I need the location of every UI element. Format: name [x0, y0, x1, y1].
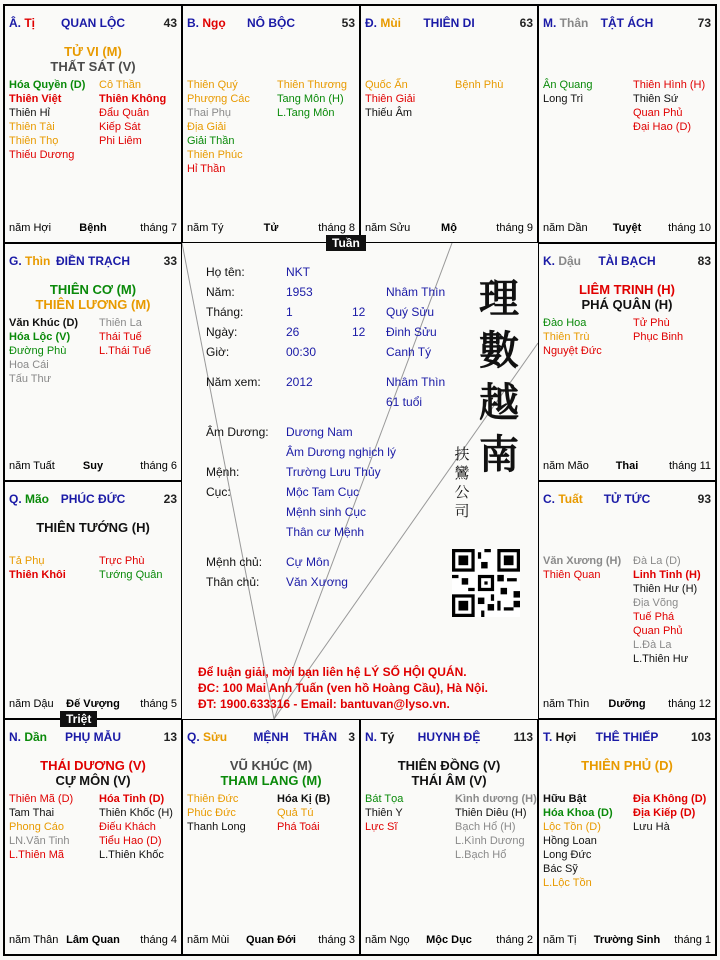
- branch-label: Đ. Mùi: [365, 16, 402, 30]
- minor-star: Lưu Hà: [633, 821, 670, 833]
- minor-star: Quan Phủ: [633, 625, 683, 637]
- branch-label: G. Thìn: [9, 254, 51, 268]
- minor-star: Thiên Thương: [277, 79, 348, 91]
- minor-star: Bệnh Phù: [455, 79, 504, 91]
- minor-stars-left: [543, 792, 613, 890]
- month-label: tháng 7: [140, 222, 177, 234]
- year-label: năm Tý: [187, 222, 224, 234]
- cell-phuc-duc: [4, 481, 182, 719]
- main-star: THIÊN PHỦ (D): [581, 758, 673, 773]
- minor-stars-right: [277, 792, 330, 834]
- year-label: năm Mùi: [187, 934, 230, 946]
- minor-star: L.Thiên Hư: [633, 653, 689, 665]
- amduong-value2: Âm Dương nghịch lý: [286, 445, 396, 459]
- branch-label: B. Ngọ: [187, 16, 226, 30]
- main-star: THIÊN CƠ (M): [49, 282, 137, 297]
- minor-stars-left: [543, 78, 593, 106]
- minor-star: Điếu Khách: [99, 821, 156, 833]
- minor-star: LN.Văn Tinh: [9, 835, 70, 847]
- minor-star: Phượng Các: [187, 93, 250, 105]
- palace-header: [543, 730, 711, 746]
- menh-label: Mệnh:: [206, 465, 240, 479]
- contact-line-3: ĐT: 1900.633316 - Email: bantuvan@lyso.vn.: [198, 697, 450, 711]
- branch-label: N. Tý: [365, 730, 395, 744]
- palace-number: 103: [690, 730, 711, 744]
- year-label: năm Dậu: [9, 698, 54, 710]
- main-star: THẤT SÁT (V): [50, 59, 136, 74]
- namxem-value: 2012: [286, 375, 313, 389]
- minor-stars-left: [543, 316, 602, 358]
- palace-name: TÀI BẠCH: [598, 254, 656, 268]
- minor-star: Thiên Khôi: [9, 569, 66, 581]
- menhchu-label: Mệnh chủ:: [206, 555, 263, 569]
- minor-star: L.Thiên Mã: [9, 849, 65, 861]
- main-star: THIÊN ĐỒNG (V): [397, 758, 501, 773]
- minor-star: Cô Thần: [99, 79, 141, 91]
- life-stage: Đế Vượng: [66, 698, 120, 710]
- main-stars: [539, 758, 715, 773]
- contact-line-2: ĐC: 100 Mai Anh Tuấn (ven hồ Hoàng Cầu), Hà Nội.: [198, 681, 489, 695]
- palace-footer: [543, 934, 711, 948]
- minor-star: Thai Phụ: [187, 107, 232, 119]
- branch-label: Â. Tị: [9, 16, 36, 30]
- palace-number: 73: [697, 16, 711, 30]
- palace-header: [9, 492, 177, 508]
- year-label: năm Dần: [543, 222, 588, 234]
- minor-star: Tử Phù: [633, 317, 670, 329]
- branch-label: Q. Sửu: [187, 730, 228, 744]
- year-label: năm Ngọ: [365, 934, 410, 946]
- life-stage: Tử: [263, 222, 279, 234]
- palace-footer: [543, 460, 711, 474]
- palace-footer: [9, 698, 177, 712]
- branch-label: K. Dậu: [543, 254, 582, 268]
- cell-menh: [182, 719, 360, 955]
- tuan-tag: Tuần: [326, 235, 366, 251]
- minor-star: Đường Phù: [9, 345, 67, 357]
- month-label: tháng 4: [140, 934, 177, 946]
- minor-stars-right: [633, 554, 701, 666]
- month-label: tháng 2: [496, 934, 533, 946]
- minor-star: Phá Toái: [277, 821, 320, 833]
- minor-star: Thái Tuế: [99, 331, 142, 343]
- nam-label: Năm:: [206, 285, 235, 299]
- cell-the-thiep: [538, 719, 716, 955]
- minor-star: Tấu Thư: [9, 373, 52, 385]
- minor-star: Thiếu Dương: [9, 149, 75, 161]
- month-label: tháng 5: [140, 698, 177, 710]
- main-stars: [5, 44, 181, 74]
- branch-label: T. Hợi: [543, 730, 577, 744]
- minor-star: Ân Quang: [543, 79, 593, 91]
- cell-tai-bach: [538, 243, 716, 481]
- main-stars: [361, 758, 537, 788]
- cell-tat-ach: [538, 5, 716, 243]
- palace-footer: [187, 934, 355, 948]
- month-label: tháng 11: [668, 460, 711, 472]
- minor-stars-left: [365, 792, 403, 834]
- life-stage: Quan Đới: [246, 934, 296, 946]
- life-stage: Thai: [615, 460, 639, 472]
- main-star: VŨ KHÚC (M): [229, 758, 313, 773]
- minor-star: Kiếp Sát: [99, 121, 141, 133]
- year-label: năm Thân: [9, 934, 59, 946]
- minor-stars-left: [187, 792, 246, 834]
- minor-star: L.Lộc Tồn: [543, 877, 592, 889]
- minor-star: Hỉ Thần: [187, 163, 226, 175]
- minor-star: Quốc Ấn: [365, 79, 408, 91]
- palace-header: [9, 730, 177, 746]
- minor-stars-right: [99, 78, 166, 148]
- main-stars: [183, 758, 359, 788]
- minor-star: Lộc Tồn (D): [543, 821, 601, 833]
- year-label: năm Tuất: [9, 460, 55, 472]
- palace-number: 63: [519, 16, 533, 30]
- minor-star: Địa Không (D): [633, 793, 707, 805]
- palace-name: HUYNH ĐỆ: [417, 730, 481, 744]
- minor-star: Thiên Quan: [543, 569, 601, 581]
- tuoi-value: 61 tuổi: [386, 395, 423, 409]
- main-stars: [5, 282, 181, 312]
- minor-stars-right: [99, 316, 151, 358]
- palace-name: TẬT ÁCH: [600, 16, 654, 30]
- branch-label: Q. Mão: [9, 492, 50, 506]
- life-stage: Lâm Quan: [66, 934, 120, 946]
- qr-code-icon[interactable]: [452, 549, 520, 617]
- minor-star: Bát Tọa: [365, 793, 404, 805]
- palace-name: ĐIỀN TRẠCH: [56, 254, 130, 268]
- minor-star: L.Tang Môn: [277, 107, 335, 119]
- palace-number: 93: [697, 492, 711, 506]
- cuc-value1: Mộc Tam Cục: [286, 485, 360, 499]
- horoscope-chart: [3, 4, 717, 956]
- nam-canchi: Nhâm Thìn: [386, 285, 446, 299]
- minor-star: Thiên Trù: [543, 331, 590, 343]
- minor-stars-right: [455, 792, 537, 862]
- minor-star: Phong Cáo: [9, 821, 65, 833]
- minor-star: Hoa Cái: [9, 359, 49, 371]
- branch-label: M. Thân: [543, 16, 589, 30]
- minor-star: Văn Xương (H): [543, 555, 622, 567]
- minor-star: Thiên Diêu (H): [455, 807, 527, 819]
- minor-stars-right: [277, 78, 347, 120]
- triet-tag: Triệt: [60, 711, 97, 727]
- minor-star: Tả Phụ: [9, 555, 45, 567]
- body-palace-label: THÂN: [303, 730, 337, 744]
- minor-star: Quan Phủ: [633, 107, 683, 119]
- minor-star: Thiên Quý: [187, 79, 238, 91]
- minor-star: Trực Phù: [99, 555, 145, 567]
- cuc-label: Cục:: [206, 485, 231, 499]
- branch-label: N. Dần: [9, 730, 48, 744]
- cell-quan-loc: [4, 5, 182, 243]
- minor-star: Thiên Đức: [187, 793, 239, 805]
- minor-star: Tiểu Hao (D): [99, 835, 162, 847]
- amduong-value1: Dương Nam: [286, 425, 353, 439]
- minor-star: Phục Binh: [633, 331, 684, 343]
- minor-star: Thiên Giải: [365, 93, 416, 105]
- palace-name: THÊ THIẾP: [595, 730, 659, 744]
- minor-stars-right: [99, 554, 163, 582]
- palace-number: 113: [513, 730, 533, 744]
- nam-value: 1953: [286, 285, 313, 299]
- minor-stars-right: [633, 792, 706, 834]
- minor-star: Thiên Mã (D): [9, 793, 74, 805]
- main-star: LIÊM TRINH (H): [578, 282, 676, 297]
- palace-number: 23: [163, 492, 177, 506]
- ngay-label: Ngày:: [206, 325, 238, 339]
- palace-header: [187, 730, 355, 746]
- main-star: THAM LANG (M): [220, 773, 322, 788]
- minor-star: Thiên Phúc: [187, 149, 243, 161]
- minor-star: Quả Tú: [277, 807, 314, 819]
- main-star: THIÊN LƯƠNG (M): [35, 297, 151, 312]
- main-stars: [539, 282, 715, 312]
- minor-star: Hóa Quyền (D): [9, 79, 86, 91]
- minor-star: Đào Hoa: [543, 317, 587, 329]
- life-stage: Tuyệt: [612, 222, 642, 234]
- minor-star: Hóa Tinh (D): [99, 793, 165, 805]
- menh-value: Trường Lưu Thủy: [286, 465, 381, 479]
- month-label: tháng 6: [140, 460, 177, 472]
- center-info: [184, 245, 540, 721]
- calligraphy-logo: 理 數 越 南: [479, 275, 519, 478]
- thang-value: 1: [286, 305, 293, 319]
- minor-star: Thiên Y: [365, 807, 403, 819]
- month-label: tháng 8: [318, 222, 355, 234]
- minor-star: L.Đà La: [633, 639, 672, 651]
- palace-number: 3: [348, 730, 355, 744]
- year-label: năm Tị: [543, 934, 577, 946]
- minor-star: Kình dương (H): [455, 793, 537, 805]
- minor-star: Thiên La: [99, 317, 142, 329]
- thang-value2: 12: [352, 305, 366, 319]
- palace-header: [187, 16, 355, 32]
- palace-header: [9, 16, 177, 32]
- palace-number: 33: [163, 254, 177, 268]
- minor-star: L.Thiên Khốc: [99, 849, 164, 861]
- minor-star: Tuế Phá: [633, 611, 675, 623]
- life-stage: Suy: [82, 460, 104, 472]
- minor-star: Đẩu Quân: [99, 107, 150, 119]
- minor-star: Thanh Long: [187, 821, 246, 833]
- palace-footer: [543, 222, 711, 236]
- gio-value: 00:30: [286, 345, 317, 359]
- palace-name: PHỤ MẪU: [65, 730, 121, 744]
- cuc-value3: Thân cư Mệnh: [286, 525, 365, 539]
- minor-star: Đại Hao (D): [633, 121, 692, 133]
- palace-header: [9, 254, 177, 270]
- minor-star: L.Kình Dương: [455, 835, 525, 847]
- month-label: tháng 12: [668, 698, 711, 710]
- minor-star: Thiên Sứ: [633, 93, 679, 105]
- minor-star: Đà La (D): [633, 555, 681, 567]
- minor-star: Nguyệt Đức: [543, 345, 602, 357]
- palace-number: 43: [163, 16, 177, 30]
- palace-number: 53: [341, 16, 355, 30]
- life-stage: Dưỡng: [608, 698, 646, 710]
- palace-header: [543, 16, 711, 32]
- year-label: năm Mão: [543, 460, 589, 472]
- hoten-label: Họ tên:: [206, 265, 245, 279]
- minor-star: L.Thái Tuế: [99, 345, 151, 357]
- minor-star: Linh Tinh (H): [633, 569, 701, 581]
- ngay-value: 26: [286, 325, 300, 339]
- menhchu-value: Cự Môn: [286, 555, 330, 569]
- month-label: tháng 9: [496, 222, 533, 234]
- ngay-value2: 12: [352, 325, 366, 339]
- year-label: năm Sửu: [365, 222, 411, 234]
- minor-star: Tướng Quân: [99, 569, 163, 581]
- namxem-canchi: Nhâm Thìn: [386, 375, 446, 389]
- ngay-canchi: Đinh Sửu: [386, 325, 437, 339]
- minor-star: Bạch Hổ (H): [455, 821, 516, 833]
- minor-star: Địa Võng: [633, 597, 679, 609]
- main-star: CỰ MÔN (V): [55, 773, 131, 788]
- palace-name: QUAN LỘC: [61, 16, 125, 30]
- main-star: PHÁ QUÂN (H): [581, 297, 673, 312]
- minor-star: Thiên Khốc (H): [99, 807, 173, 819]
- minor-stars-right: [633, 78, 705, 134]
- minor-stars-left: [9, 792, 73, 862]
- palace-footer: [9, 460, 177, 474]
- main-star: TỬ VI (M): [64, 44, 122, 59]
- minor-star: Địa Kiếp (D): [633, 807, 696, 819]
- palace-header: [365, 730, 533, 746]
- minor-star: Bác Sỹ: [543, 863, 578, 875]
- minor-stars-right: [99, 792, 173, 862]
- palace-name: TỬ TỨC: [603, 492, 651, 506]
- life-stage: Mộ: [441, 222, 457, 234]
- namxem-label: Năm xem:: [206, 375, 261, 389]
- minor-stars-right: [455, 78, 503, 92]
- seal-stamp: 扶鸞公司: [454, 445, 470, 520]
- month-label: tháng 10: [668, 222, 711, 234]
- minor-star: Lực Sĩ: [365, 821, 398, 833]
- thanchu-value: Văn Xương: [286, 575, 348, 589]
- minor-star: Văn Khúc (D): [9, 317, 79, 329]
- minor-star: Hóa Khoa (D): [543, 807, 613, 819]
- minor-star: Thiên Không: [99, 93, 167, 105]
- palace-footer: [9, 934, 177, 948]
- month-label: tháng 3: [318, 934, 355, 946]
- minor-star: Hữu Bật: [543, 793, 587, 805]
- palace-footer: [365, 222, 533, 236]
- minor-star: Hồng Loan: [543, 835, 597, 847]
- palace-name: PHÚC ĐỨC: [60, 492, 126, 506]
- amduong-label: Âm Dương:: [206, 425, 269, 439]
- cuc-value2: Mệnh sinh Cục: [286, 505, 367, 519]
- palace-footer: [187, 222, 355, 236]
- minor-star: Địa Giải: [187, 121, 227, 133]
- hoten-value: NKT: [286, 265, 310, 279]
- main-star: THÁI DƯƠNG (V): [40, 758, 146, 773]
- palace-header: [365, 16, 533, 32]
- minor-star: Thiếu Âm: [365, 107, 413, 119]
- thanchu-label: Thân chủ:: [206, 575, 260, 589]
- branch-label: C. Tuất: [543, 492, 583, 506]
- minor-star: Thiên Hình (H): [633, 79, 706, 91]
- month-label: tháng 1: [674, 934, 711, 946]
- minor-star: Thiên Thọ: [9, 135, 59, 147]
- minor-stars-left: [543, 554, 621, 582]
- palace-name: NÔ BỘC: [247, 16, 295, 30]
- year-label: năm Hợi: [9, 222, 52, 234]
- minor-star: Thiên Hư (H): [633, 583, 698, 595]
- palace-name: MỆNH: [253, 730, 289, 744]
- minor-star: Thiên Việt: [9, 93, 62, 105]
- palace-header: [543, 254, 711, 270]
- life-stage: Trường Sinh: [593, 934, 661, 946]
- palace-name: THIÊN DI: [423, 16, 475, 30]
- cell-dien-trach: [4, 243, 182, 481]
- minor-star: Giải Thần: [187, 135, 235, 147]
- cell-phu-mau: [4, 719, 182, 955]
- palace-footer: [543, 698, 711, 712]
- minor-star: Phúc Đức: [187, 807, 236, 819]
- minor-star: Long Đức: [543, 849, 592, 861]
- minor-stars-left: [187, 78, 250, 176]
- palace-number: 83: [697, 254, 711, 268]
- thang-label: Tháng:: [206, 305, 244, 319]
- minor-star: Thiên Hỉ: [9, 107, 50, 119]
- gio-label: Giờ:: [206, 345, 230, 359]
- palace-number: 13: [163, 730, 177, 744]
- minor-stars-right: [633, 316, 683, 344]
- palace-footer: [365, 934, 533, 948]
- gio-canchi: Canh Tý: [386, 345, 432, 359]
- main-stars: [5, 758, 181, 788]
- main-stars: [5, 520, 181, 535]
- minor-star: Phi Liêm: [99, 135, 142, 147]
- palace-footer: [9, 222, 177, 236]
- cell-huynh-de: [360, 719, 538, 955]
- minor-star: Hóa Kị (B): [277, 793, 331, 805]
- year-label: năm Thìn: [543, 698, 590, 710]
- cell-thien-di: [360, 5, 538, 243]
- cell-no-boc: [182, 5, 360, 243]
- minor-stars-left: [365, 78, 415, 120]
- life-stage: Bệnh: [79, 222, 107, 234]
- minor-star: L.Bạch Hổ: [455, 849, 507, 861]
- life-stage: Mộc Dục: [426, 934, 472, 946]
- thang-canchi: Quý Sửu: [386, 305, 435, 319]
- minor-stars-left: [9, 78, 85, 162]
- minor-stars-left: [9, 316, 78, 386]
- minor-star: Thiên Tài: [9, 121, 55, 133]
- minor-star: Tang Môn (H): [277, 93, 344, 105]
- main-star: THIÊN TƯỚNG (H): [36, 520, 150, 535]
- palace-header: [543, 492, 711, 508]
- cell-tu-tuc: [538, 481, 716, 719]
- main-star: THÁI ÂM (V): [411, 773, 487, 788]
- minor-star: Tam Thai: [9, 807, 55, 819]
- minor-star: Hóa Lộc (V): [9, 331, 71, 343]
- minor-star: Long Trì: [543, 93, 584, 105]
- minor-stars-left: [9, 554, 66, 582]
- contact-line-1: Để luận giải, mời bạn liên hệ LÝ SỐ HỘI QUÁN.: [198, 665, 467, 679]
